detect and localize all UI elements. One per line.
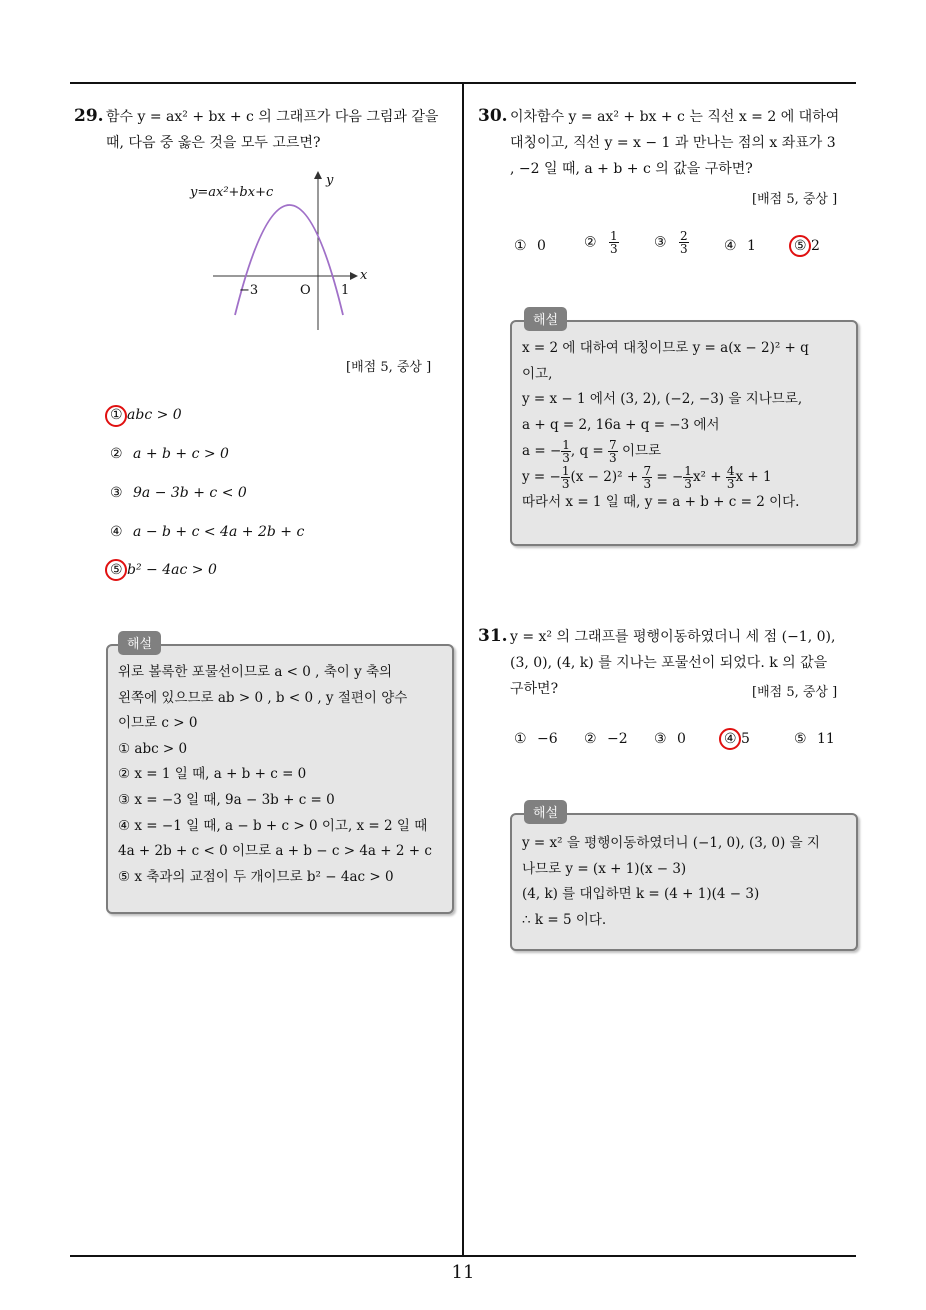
page-number: 11	[451, 1262, 475, 1283]
option-5[interactable]	[794, 731, 835, 747]
option-3[interactable]	[654, 230, 689, 255]
curve-label: y=ax²+bx+c	[190, 185, 274, 200]
question-text-line-1: 이차함수 y = ax² + bx + c 는 직선 x = 2 에 대하여	[510, 109, 840, 125]
option-number: ②	[110, 446, 123, 462]
question-text-line-3: 구하면?	[510, 681, 559, 697]
solution-line: 4a + 2b + c < 0 이므로 a + b − c > 4a + 2 + c	[118, 843, 432, 860]
solution-line: 나므로 y = (x + 1)(x − 3)	[522, 860, 687, 877]
fraction: $\frac{1}{3}$	[562, 438, 570, 466]
fraction: $\frac{1}{3}$	[684, 464, 692, 492]
option-2[interactable]	[584, 731, 628, 747]
option-number: ⑤	[794, 731, 807, 747]
solution-text	[522, 336, 809, 516]
solution-line: ∴ k = 5 이다.	[522, 911, 607, 928]
option-text: abc > 0	[127, 407, 182, 423]
option-number: ④	[724, 238, 737, 254]
solution-line: 따라서 x = 1 일 때, y = a + b + c = 2 이다.	[522, 494, 800, 511]
fraction: $\frac{2}{3}$	[680, 229, 688, 256]
answer-mark-circle	[789, 235, 811, 257]
y-axis-label: y	[326, 173, 334, 188]
option-text: 9a − 3b + c < 0	[133, 485, 247, 501]
parabola-curve	[235, 205, 343, 315]
option-text: 11	[817, 731, 835, 747]
option-number: ②	[584, 234, 597, 251]
fraction: $\frac{4}{3}$	[726, 464, 735, 492]
fraction: $\frac{7}{3}$	[643, 464, 652, 492]
fraction: $\frac{1}{3}$	[610, 229, 618, 256]
y-axis-arrow	[314, 171, 322, 179]
solution-line: ③ x = −3 일 때, 9a − 3b + c = 0	[118, 791, 335, 808]
score-info: [배점 5, 중상 ]	[752, 685, 838, 700]
origin-label: O	[300, 283, 311, 298]
option-number: ④	[724, 731, 737, 747]
question-text-line-2: (3, 0), (4, k) 를 지나는 포물선이 되었다. k 의 값을	[510, 655, 828, 671]
option-number: ③	[654, 731, 667, 747]
option-text: 0	[537, 238, 546, 254]
option-text: a + b + c > 0	[133, 446, 229, 462]
question-text-line-1: 함수 y = ax² + bx + c 의 그래프가 다음 그림과 같을	[106, 109, 439, 125]
question-text-line-3: , −2 일 때, a + b + c 의 값을 구하면?	[510, 161, 753, 177]
option-number: ①	[110, 407, 123, 423]
option-number: ①	[514, 238, 527, 254]
solution-line: 왼쪽에 있으므로 ab > 0 , b < 0 , y 절편이 양수	[118, 689, 408, 706]
solution-line: y = − $\frac{1}{3}$ (x − 2)² + $\frac{7}{3}$ = − $\frac{1}{3}$ x² + $\frac{4}{3}$ x + 1	[522, 464, 772, 492]
solution-line: a = − $\frac{1}{3}$ , q = $\frac{7}{3}$ 이므로	[522, 438, 662, 466]
solution-line: ④ x = −1 일 때, a − b + c > 0 이고, x = 2 일 때	[118, 817, 428, 834]
solution-box	[510, 320, 858, 546]
question-number: 31.	[478, 626, 508, 646]
answer-mark-circle	[719, 728, 741, 750]
option-text: 1	[747, 238, 756, 254]
option-number: ⑤	[794, 238, 807, 254]
solution-text	[522, 831, 820, 933]
score-info: [배점 5, 중상 ]	[752, 192, 838, 207]
option-3[interactable]	[110, 485, 247, 501]
solution-box	[106, 644, 454, 914]
bottom-rule	[70, 1255, 856, 1257]
solution-label: 해설	[524, 307, 567, 331]
option-text: −2	[607, 731, 628, 747]
solution-label: 해설	[524, 800, 567, 824]
solution-line: ② x = 1 일 때, a + b + c = 0	[118, 766, 307, 783]
option-2[interactable]	[110, 446, 229, 462]
x-axis-arrow	[350, 272, 358, 280]
option-number: ③	[110, 485, 123, 501]
question-text-line-1: y = x² 의 그래프를 평행이동하였더니 세 점 (−1, 0),	[510, 629, 836, 645]
option-4[interactable]	[724, 238, 756, 254]
solution-line: 위로 볼록한 포물선이므로 a < 0 , 축이 y 축의	[118, 664, 393, 680]
option-text: 5	[741, 731, 750, 747]
answer-mark-circle	[105, 405, 127, 427]
fraction: $\frac{1}{3}$	[561, 464, 570, 492]
fraction: $\frac{7}{3}$	[609, 438, 617, 466]
x-axis-label: x	[360, 268, 368, 283]
option-number: ④	[110, 524, 123, 540]
solution-line: ① abc > 0	[118, 740, 188, 757]
solution-label: 해설	[118, 631, 161, 655]
solution-line: ⑤ x 축과의 교점이 두 개이므로 b² − 4ac > 0	[118, 868, 394, 885]
tick-label-left: −3	[239, 283, 259, 298]
solution-line: y = x − 1 에서 (3, 2), (−2, −3) 을 지나므로,	[522, 391, 803, 408]
question-number: 30.	[478, 106, 508, 126]
score-info: [배점 5, 중상 ]	[346, 360, 432, 375]
option-text: 2	[811, 238, 820, 254]
tick-label-right: 1	[341, 283, 350, 298]
question-text-line-2: 대칭이고, 직선 y = x − 1 과 만나는 점의 x 좌표가 3	[510, 135, 836, 151]
solution-line: y = x² 을 평행이동하였더니 (−1, 0), (3, 0) 을 지	[522, 835, 820, 851]
solution-line: 이고,	[522, 365, 553, 382]
option-text: −6	[537, 731, 558, 747]
option-1[interactable]	[514, 731, 558, 747]
solution-line: a + q = 2, 16a + q = −3 에서	[522, 416, 720, 433]
parabola-graph	[180, 165, 380, 335]
solution-line: 이므로 c > 0	[118, 715, 198, 732]
solution-line: x = 2 에 대하여 대칭이므로 y = a(x − 2)² + q	[522, 340, 809, 356]
option-number: ②	[584, 731, 597, 747]
column-divider	[462, 82, 464, 1257]
option-1[interactable]	[514, 238, 546, 254]
option-text: a − b + c < 4a + 2b + c	[133, 524, 305, 540]
solution-text	[118, 660, 432, 890]
option-text: b² − 4ac > 0	[127, 562, 217, 578]
question-text-line-2: 때, 다음 중 옳은 것을 모두 고르면?	[106, 135, 321, 151]
question-number: 29.	[74, 106, 104, 126]
option-number: ③	[654, 234, 667, 251]
option-3[interactable]	[654, 731, 686, 747]
option-number: ⑤	[110, 562, 123, 578]
solution-box	[510, 813, 858, 951]
solution-line: (4, k) 를 대입하면 k = (4 + 1)(4 − 3)	[522, 886, 760, 903]
option-text: 0	[677, 731, 686, 747]
option-number: ①	[514, 731, 527, 747]
option-4[interactable]	[110, 524, 304, 540]
option-2[interactable]	[584, 230, 619, 255]
answer-mark-circle	[105, 559, 127, 581]
